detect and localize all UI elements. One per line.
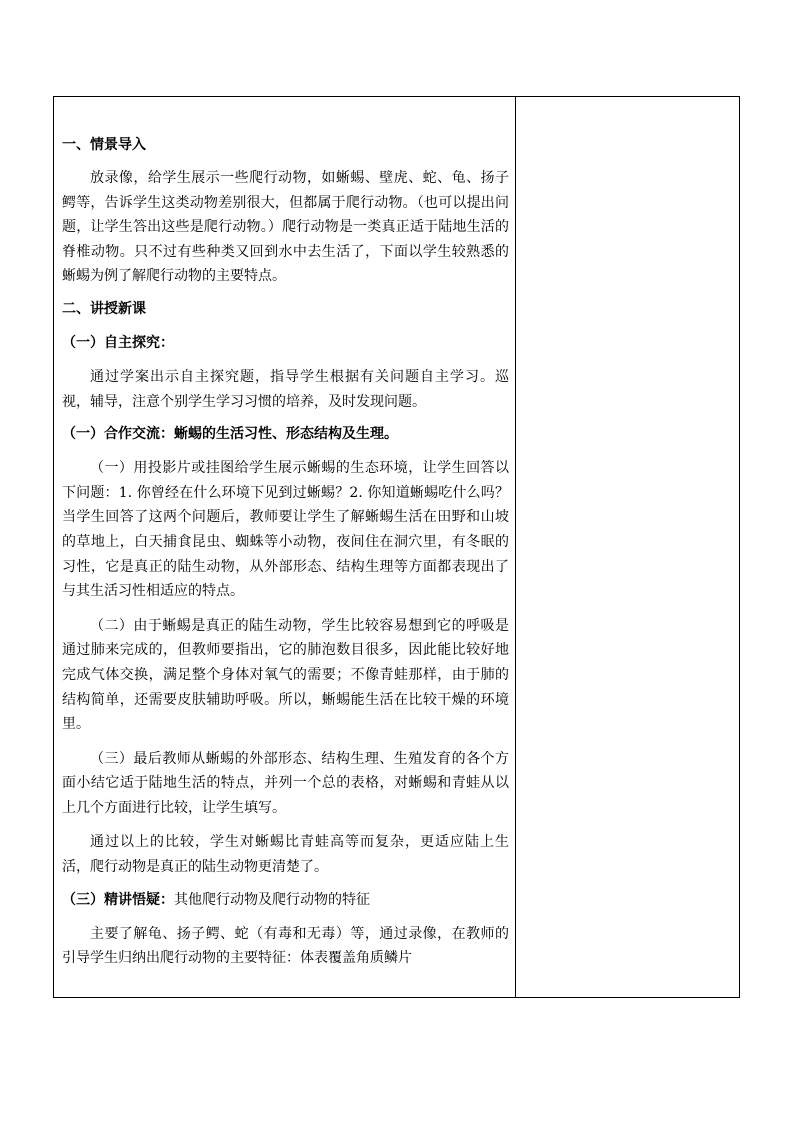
notes-cell bbox=[516, 97, 739, 997]
lesson-table bbox=[53, 96, 740, 998]
paragraph-cooperation-1: （一）用投影片或挂图给学生展示蜥蜴的生态环境，让学生回答以下问题：1. 你曾经在什么环境下见到过蜥蜴？2. 你知道蜥蜴吃什么吗？当学生回答了这两个问题后，教师要让学生了解蜥蜴生活在田野和山坡的草地上，白天捕食昆虫、蜘蛛等小动物，夜间住在洞穴里，有冬眠的习性，它是真正的陆生动物，从外部形态、结构生理等方面都表现出了与其生活习性相适应的特点。 bbox=[62, 460, 509, 600]
paragraph-cooperation-2: （二）由于蜥蜴是真正的陆生动物，学生比较容易想到它的呼吸是通过肺来完成的，但教师要指出，它的肺泡数目很多，因此能比较好地完成气体交换，满足整个身体对氧气的需要；不像青蛙那样，由于肺的结构简单，还需要皮肤辅助呼吸。所以，蜥蜴能生活在比较干燥的环境里。 bbox=[62, 617, 509, 733]
section-heading-intro: 一、情景导入 bbox=[62, 137, 146, 153]
paragraph-intro: 放录像，给学生展示一些爬行动物，如蜥蜴、壁虎、蛇、龟、扬子鳄等，告诉学生这类动物差别很大，但都属于爬行动物。（也可以提出问题，让学生答出这些是爬行动物。）爬行动物是一类真正适于陆地生活的脊椎动物。只不过有些种类又回到水中去生活了，下面以学生较熟悉的蜥蜴为例了解爬行动物的主要特点。 bbox=[62, 170, 509, 285]
subheading-explanation-label: （三）精讲悟疑： bbox=[62, 891, 174, 908]
subheading-self-study bbox=[62, 331, 509, 355]
subheading-self-study-label: （一）自主探究： bbox=[62, 334, 174, 351]
subheading-explanation-rest: 其他爬行动物及爬行动物的特征 bbox=[174, 891, 370, 908]
section-heading-new-lesson: 二、讲授新课 bbox=[62, 300, 146, 317]
paragraph-self-study: 通过学案出示自主探究题，指导学生根据有关问题自主学习。巡视，辅导，注意个别学生学习习惯的培养，及时发现问题。 bbox=[62, 368, 509, 410]
paragraph-comparison: 通过以上的比较，学生对蜥蜴比青蛙高等而复杂，更适应陆上生活，爬行动物是真正的陆生动物更清楚了。 bbox=[62, 834, 509, 876]
lesson-content-cell bbox=[54, 97, 516, 997]
subheading-cooperation-label: （一）合作交流：蜥蜴的生活习性、形态结构及生理。 bbox=[62, 426, 398, 443]
subheading-explanation bbox=[62, 888, 509, 912]
paragraph-explanation: 主要了解龟、扬子鳄、蛇（有毒和无毒）等，通过录像，在教师的引导学生归纳出爬行动物的主要特征：体表覆盖角质鳞片 bbox=[62, 925, 509, 967]
paragraph-cooperation-3: （三）最后教师从蜥蜴的外部形态、结构生理、生殖发育的各个方面小结它适于陆地生活的特点，并列一个总的表格，对蜥蜴和青蛙从以上几个方面进行比较，让学生填写。 bbox=[62, 750, 509, 816]
subheading-cooperation bbox=[62, 422, 509, 446]
